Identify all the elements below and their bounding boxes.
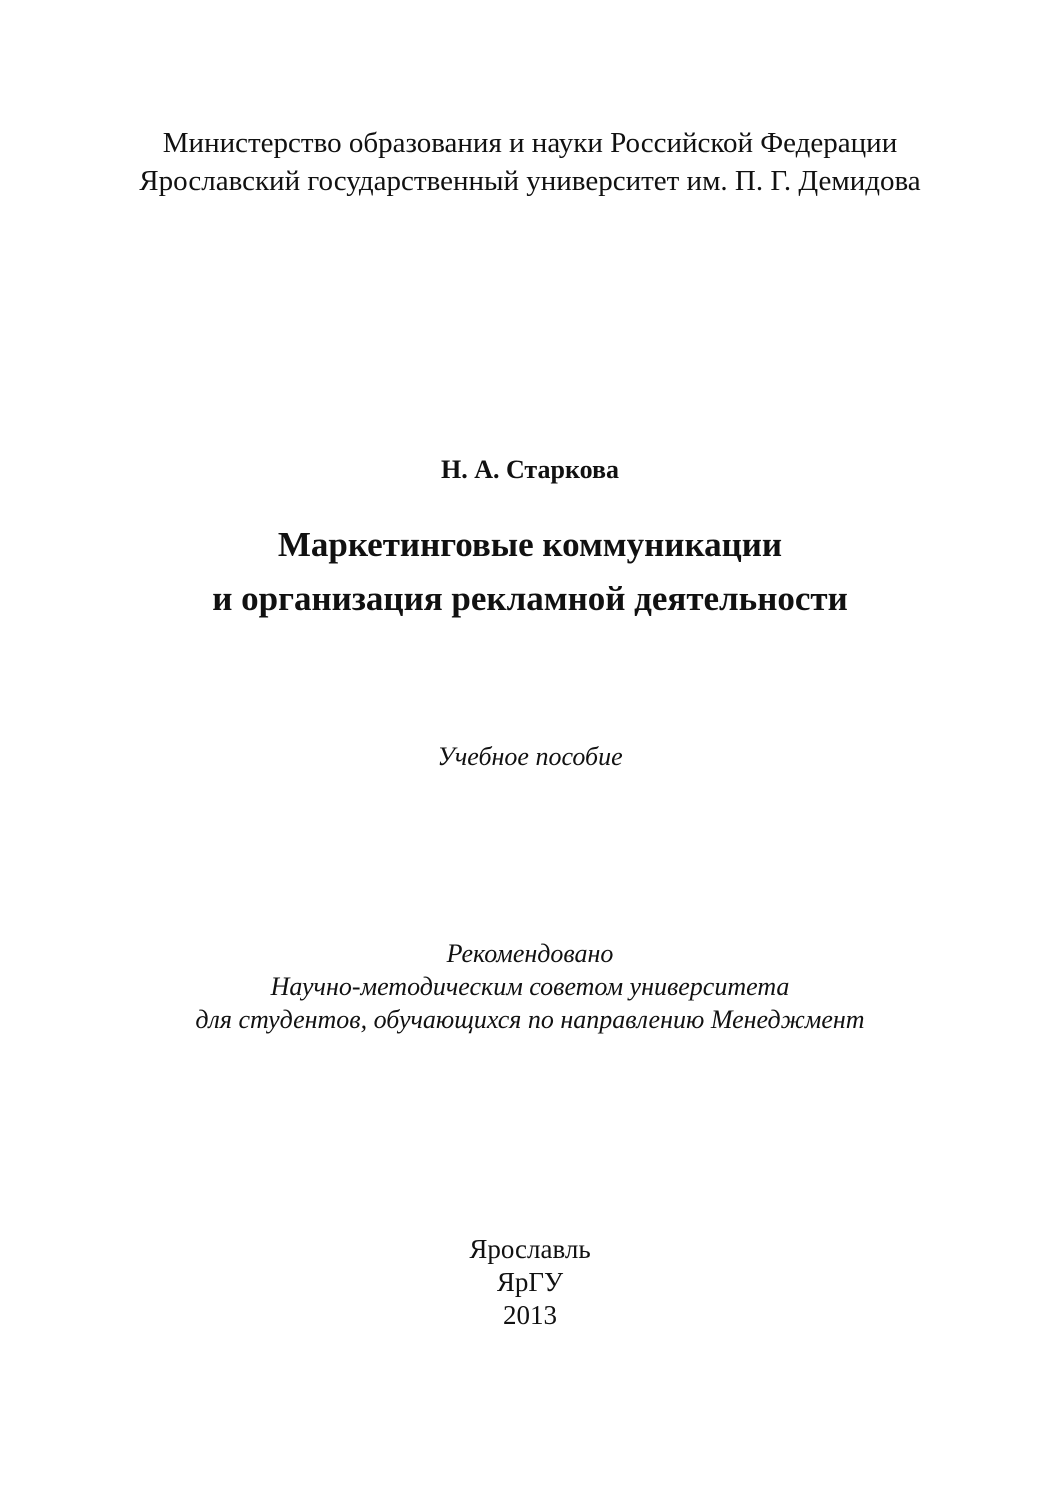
recommendation-line-1: Рекомендовано	[446, 939, 614, 968]
imprint-city: Ярославль	[469, 1234, 591, 1264]
book-title	[0, 518, 1060, 626]
recommendation-line-3: для студентов, обучающихся по направлению Менеджмент	[195, 1005, 865, 1034]
ministry-line: Министерство образования и науки Российской Федерации	[162, 127, 898, 159]
imprint-year: 2013	[503, 1300, 557, 1330]
title-line-2: и организация рекламной деятельности	[212, 579, 848, 618]
title-line-1: Маркетинговые коммуникации	[277, 525, 783, 564]
imprint	[0, 1233, 1060, 1332]
institution-header	[0, 124, 1060, 200]
recommendation-note	[0, 937, 1060, 1036]
imprint-publisher: ЯрГУ	[496, 1267, 564, 1297]
document-type: Учебное пособие	[437, 742, 623, 771]
university-line: Ярославский государственный университет им. П. Г. Демидова	[139, 165, 921, 197]
recommendation-line-2: Научно-методическим советом университета	[270, 972, 790, 1001]
author-name: Н. А. Старкова	[440, 455, 619, 484]
